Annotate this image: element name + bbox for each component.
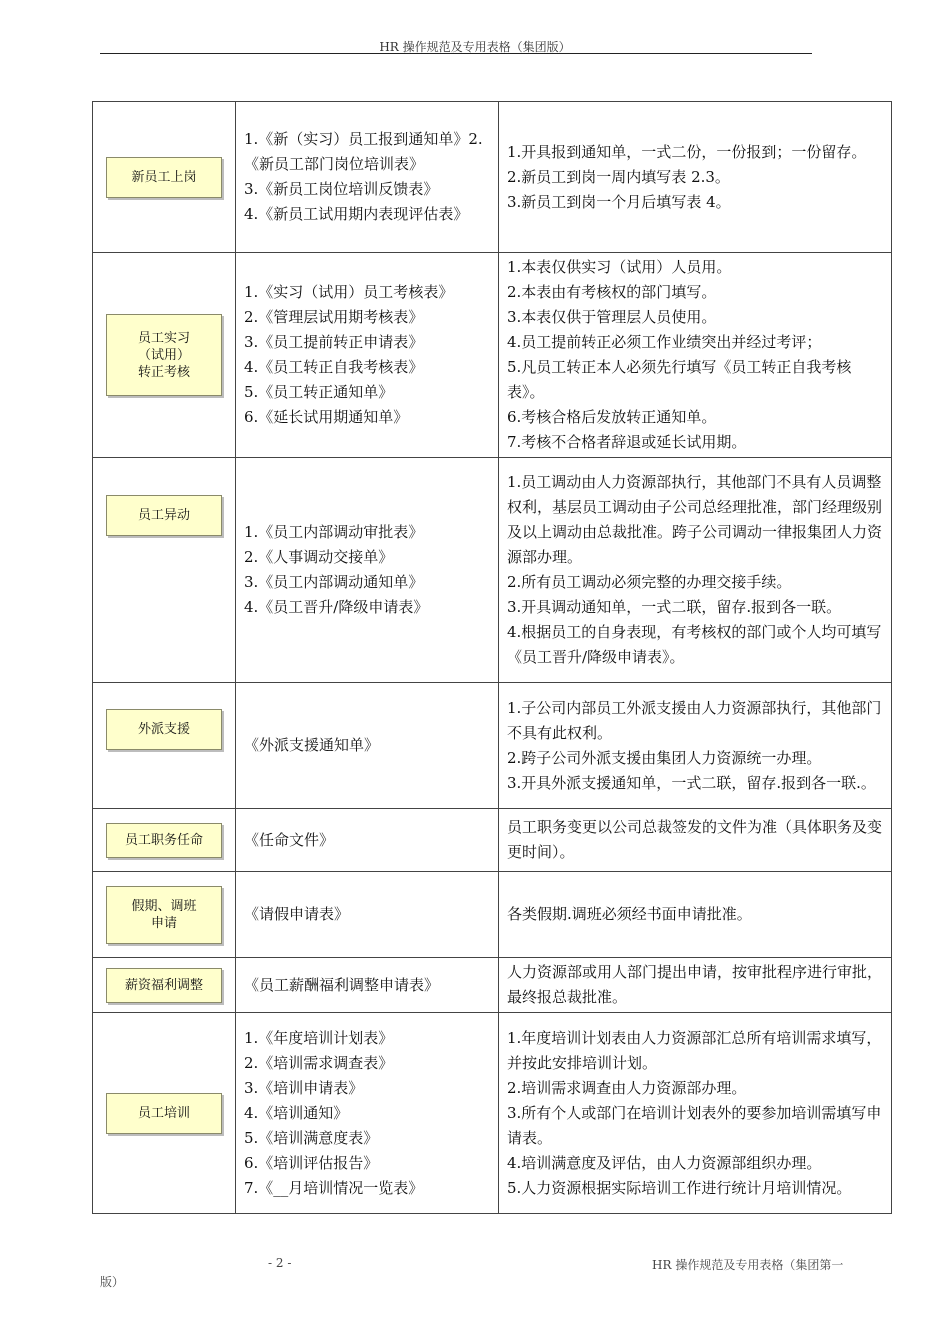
table-row — [93, 253, 892, 458]
notes-cell — [499, 458, 892, 683]
note-item: 5.人力资源根据实际培训工作进行统计月培训情况。 — [507, 1178, 852, 1197]
category-cell — [93, 872, 236, 958]
note-item: 3.新员工到岗一个月后填写表 4。 — [507, 192, 731, 211]
table-row — [93, 809, 892, 872]
note-item: 2.所有员工调动必须完整的办理交接手续。 — [507, 573, 792, 591]
table-row — [93, 872, 892, 958]
category-label: 员工职务任命 — [106, 823, 222, 858]
note-item: 1.员工调动由人力资源部执行，其他部门不具有人员调整权利，基层员工调动由子公司总经理批准，部门经理级别及以上调动由总裁批准。跨子公司调动一律报集团人力资源部办理。 — [507, 473, 883, 566]
form-item: 1.《新（实习）员工报到通知单》2.《新员工部门岗位培训表》 — [244, 130, 483, 173]
note-item: 1.年度培训计划表由人力资源部汇总所有培训需求填写，并按此安排培训计划。 — [507, 1028, 882, 1072]
forms-cell — [236, 253, 499, 458]
note-item: 2.新员工到岗一周内填写表 2.3。 — [507, 167, 730, 186]
forms-cell — [236, 458, 499, 683]
form-item: 2.《管理层试用期考核表》 — [244, 308, 424, 326]
note-item: 4.员工提前转正必须工作业绩突出并经过考评； — [507, 333, 822, 351]
form-item: 4.《培训通知》 — [244, 1103, 349, 1122]
form-item: 1.《实习（试用）员工考核表》 — [244, 283, 454, 301]
table-row — [93, 1013, 892, 1214]
note-item: 3.开具调动通知单，一式二联，留存.报到各一联。 — [507, 598, 842, 616]
note-item: 6.考核合格后发放转正通知单。 — [507, 408, 717, 426]
notes-cell — [499, 872, 892, 958]
note-item: 5.凡员工转正本人必须先行填写《员工转正自我考核表》。 — [507, 358, 852, 401]
category-cell — [93, 253, 236, 458]
procedure-table — [92, 101, 892, 1214]
footer-title: HR 操作规范及专用表格（集团第一 — [652, 1258, 844, 1272]
form-item: 3.《新员工岗位培训反馈表》 — [244, 180, 439, 198]
form-item: 6.《培训评估报告》 — [244, 1153, 379, 1172]
category-cell — [93, 958, 236, 1013]
note-item: 2.培训需求调查由人力资源部办理。 — [507, 1078, 747, 1097]
table-row — [93, 683, 892, 809]
category-cell — [93, 102, 236, 253]
page-number: - 2 - — [268, 1256, 292, 1270]
form-item: 《请假申请表》 — [244, 905, 350, 923]
footer-title-continuation: 版） — [100, 1275, 125, 1289]
category-label: 员工培训 — [106, 1093, 222, 1134]
form-item: 5.《员工转正通知单》 — [244, 383, 394, 401]
forms-cell — [236, 872, 499, 958]
note-item: 3.本表仅供于管理层人员使用。 — [507, 308, 717, 326]
category-label: 新员工上岗 — [106, 157, 222, 198]
form-item: 1.《年度培训计划表》 — [244, 1028, 394, 1047]
note-item: 4.根据员工的自身表现，有考核权的部门或个人均可填写《员工晋升/降级申请表》。 — [507, 623, 882, 666]
form-item: 4.《员工晋升/降级申请表》 — [244, 598, 429, 616]
notes-cell — [499, 809, 892, 872]
form-item: 《外派支援通知单》 — [244, 736, 380, 754]
forms-cell — [236, 683, 499, 809]
forms-cell — [236, 1013, 499, 1214]
forms-cell — [236, 958, 499, 1013]
note-item: 2.本表由有考核权的部门填写。 — [507, 283, 717, 301]
forms-cell — [236, 102, 499, 253]
forms-cell — [236, 809, 499, 872]
table-row — [93, 958, 892, 1013]
category-cell — [93, 809, 236, 872]
page-header-title: HR 操作规范及专用表格（集团版） — [379, 40, 571, 54]
notes-cell — [499, 253, 892, 458]
category-label: 假期、调班 申请 — [106, 886, 222, 944]
category-label: 员工异动 — [106, 495, 222, 536]
note-item: 1.子公司内部员工外派支援由人力资源部执行，其他部门不具有此权利。 — [507, 698, 882, 742]
notes-cell — [499, 958, 892, 1013]
form-item: 3.《员工提前转正申请表》 — [244, 333, 424, 351]
form-item: 2.《培训需求调查表》 — [244, 1053, 394, 1072]
form-item: 7.《__月培训情况一览表》 — [244, 1178, 424, 1197]
category-label: 外派支援 — [106, 709, 222, 750]
note-item: 4.培训满意度及评估，由人力资源部组织办理。 — [507, 1153, 822, 1172]
note-item: 3.所有个人或部门在培训计划表外的要参加培训需填写申请表。 — [507, 1103, 882, 1147]
form-item: 4.《员工转正自我考核表》 — [244, 358, 424, 376]
table-row — [93, 102, 892, 253]
form-item: 3.《培训申请表》 — [244, 1078, 364, 1097]
form-item: 4.《新员工试用期内表现评估表》 — [244, 205, 469, 223]
form-item: 2.《人事调动交接单》 — [244, 548, 394, 566]
category-cell — [93, 1013, 236, 1214]
category-label: 薪资福利调整 — [106, 968, 222, 1003]
form-item: 《员工薪酬福利调整申请表》 — [244, 975, 440, 994]
notes-cell — [499, 683, 892, 809]
note-item: 7.考核不合格者辞退或延长试用期。 — [507, 433, 747, 451]
note-item: 2.跨子公司外派支援由集团人力资源统一办理。 — [507, 748, 822, 767]
form-item: 3.《员工内部调动通知单》 — [244, 573, 424, 591]
note-item: 1.本表仅供实习（试用）人员用。 — [507, 258, 732, 276]
note-item: 员工职务变更以公司总裁签发的文件为准（具体职务及变更时间）。 — [507, 818, 883, 861]
note-item: 人力资源部或用人部门提出申请，按审批程序进行审批，最终报总裁批准。 — [507, 963, 883, 1006]
note-item: 各类假期.调班必须经书面申请批准。 — [507, 905, 752, 923]
form-item: 1.《员工内部调动审批表》 — [244, 523, 424, 541]
table-row — [93, 458, 892, 683]
note-item: 3.开具外派支援通知单，一式二联，留存.报到各一联.。 — [507, 773, 876, 792]
notes-cell — [499, 1013, 892, 1214]
form-item: 5.《培训满意度表》 — [244, 1128, 379, 1147]
form-item: 6.《延长试用期通知单》 — [244, 408, 409, 426]
note-item: 1.开具报到通知单，一式二份，一份报到；一份留存。 — [507, 142, 867, 161]
category-label: 员工实习 （试用） 转正考核 — [106, 314, 222, 396]
form-item: 《任命文件》 — [244, 830, 335, 849]
header-divider — [100, 53, 812, 54]
category-cell — [93, 458, 236, 683]
category-cell — [93, 683, 236, 809]
notes-cell — [499, 102, 892, 253]
